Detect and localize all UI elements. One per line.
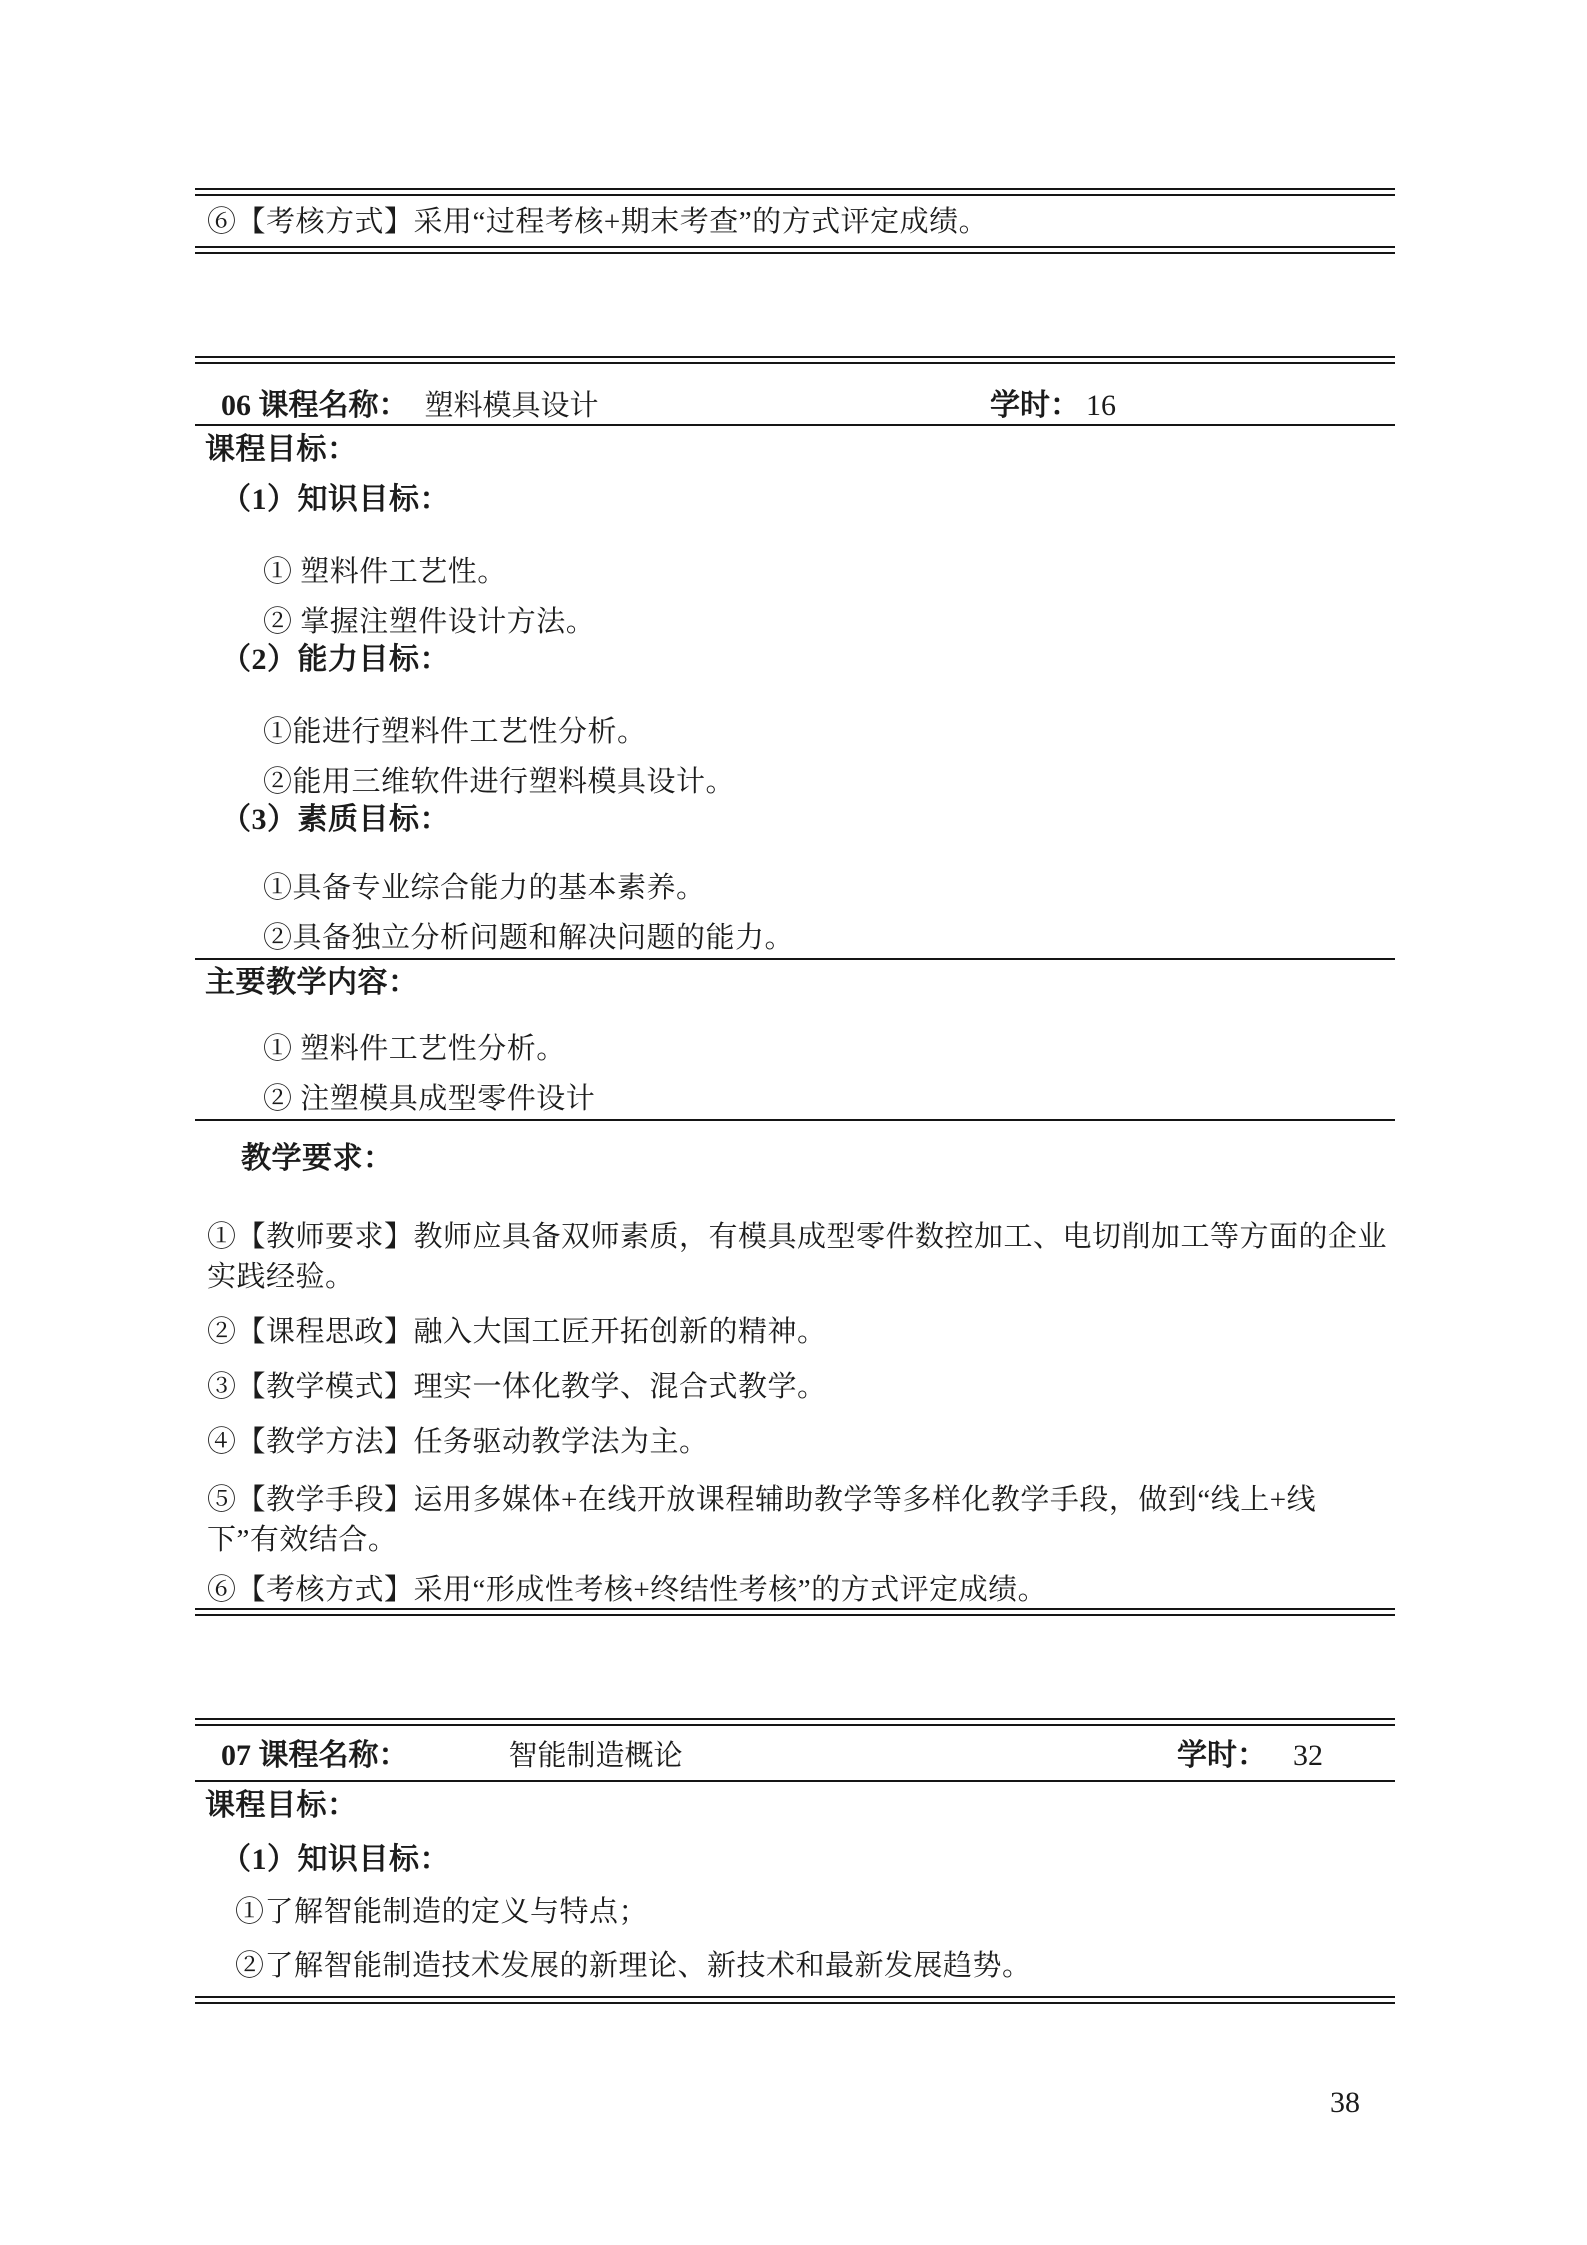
course-name: 智能制造概论 — [508, 1740, 683, 1772]
content-item: ② 注塑模具成型零件设计 — [263, 1083, 596, 1115]
requirement-item: ⑥【考核方式】采用“形成性考核+终结性考核”的方式评定成绩。 — [207, 1574, 1048, 1606]
content-title: 主要教学内容： — [205, 966, 419, 999]
course-name-label: 课程名称： — [258, 1739, 409, 1772]
quality-goals-title: （3）素质目标： — [221, 803, 450, 836]
course-07-goals — [195, 1788, 1395, 1996]
prev-course-row — [195, 196, 1395, 246]
course-block-06 — [195, 356, 1395, 1616]
course-block-07 — [195, 1718, 1395, 2004]
course-hours — [990, 388, 1116, 424]
ability-goal-item: ①能进行塑料件工艺性分析。 — [263, 716, 647, 748]
double-rule-bottom — [195, 246, 1395, 254]
course-hours — [1177, 1736, 1323, 1776]
double-rule-top — [195, 356, 1395, 364]
knowledge-goals-title: （1）知识目标： — [221, 1843, 450, 1876]
course-number: 07 — [221, 1739, 251, 1772]
course-name: 塑料模具设计 — [424, 390, 599, 422]
course-06-requirements — [195, 1141, 1395, 1608]
goals-title: 课程目标： — [205, 433, 358, 466]
course-06-content — [195, 965, 1395, 1121]
knowledge-goal-item: ② 掌握注塑件设计方法。 — [263, 606, 596, 638]
double-rule-top — [195, 188, 1395, 196]
content-item: ① 塑料件工艺性分析。 — [263, 1033, 566, 1065]
hours-label: 学时： — [1177, 1739, 1267, 1772]
hours-value: 32 — [1293, 1739, 1323, 1772]
double-rule-bottom — [195, 1608, 1395, 1616]
requirement-item: ⑤【教学手段】运用多媒体+在线开放课程辅助教学等多样化教学手段，做到“线上+线下”有效结合。 — [207, 1484, 1317, 1556]
course-07-header — [195, 1726, 1395, 1782]
hours-label: 学时： — [990, 389, 1080, 422]
course-block-prev — [195, 188, 1395, 254]
goals-title: 课程目标： — [205, 1789, 358, 1822]
course-number: 06 — [221, 389, 251, 422]
requirement-item: ①【教师要求】教师应具备双师素质，有模具成型零件数控加工、电切削加工等方面的企业实践经验。 — [207, 1221, 1388, 1293]
course-06-header — [195, 364, 1395, 426]
course-06-goals — [195, 432, 1395, 960]
ability-goal-item: ②能用三维软件进行塑料模具设计。 — [263, 766, 736, 798]
requirement-item: ④【教学方法】任务驱动教学法为主。 — [207, 1426, 709, 1458]
requirement-item: ②【课程思政】融入大国工匠开拓创新的精神。 — [207, 1316, 827, 1348]
hours-value: 16 — [1086, 389, 1116, 422]
prev-assessment-item: ⑥【考核方式】采用“过程考核+期末考查”的方式评定成绩。 — [207, 206, 989, 238]
double-rule-bottom — [195, 1996, 1395, 2004]
double-rule-top — [195, 1718, 1395, 1726]
requirement-item: ③【教学模式】理实一体化教学、混合式教学。 — [207, 1371, 827, 1403]
knowledge-goal-item: ②了解智能制造技术发展的新理论、新技术和最新发展趋势。 — [235, 1950, 1032, 1982]
knowledge-goal-item: ① 塑料件工艺性。 — [263, 556, 507, 588]
knowledge-goal-item: ①了解智能制造的定义与特点； — [235, 1896, 649, 1928]
requirements-title: 教学要求： — [241, 1142, 394, 1175]
ability-goals-title: （2）能力目标： — [221, 643, 450, 676]
knowledge-goals-title: （1）知识目标： — [221, 483, 450, 516]
page-number: 38 — [1330, 2086, 1360, 2119]
course-name-label: 课程名称： — [258, 389, 409, 422]
quality-goal-item: ①具备专业综合能力的基本素养。 — [263, 872, 706, 904]
quality-goal-item: ②具备独立分析问题和解决问题的能力。 — [263, 922, 795, 954]
